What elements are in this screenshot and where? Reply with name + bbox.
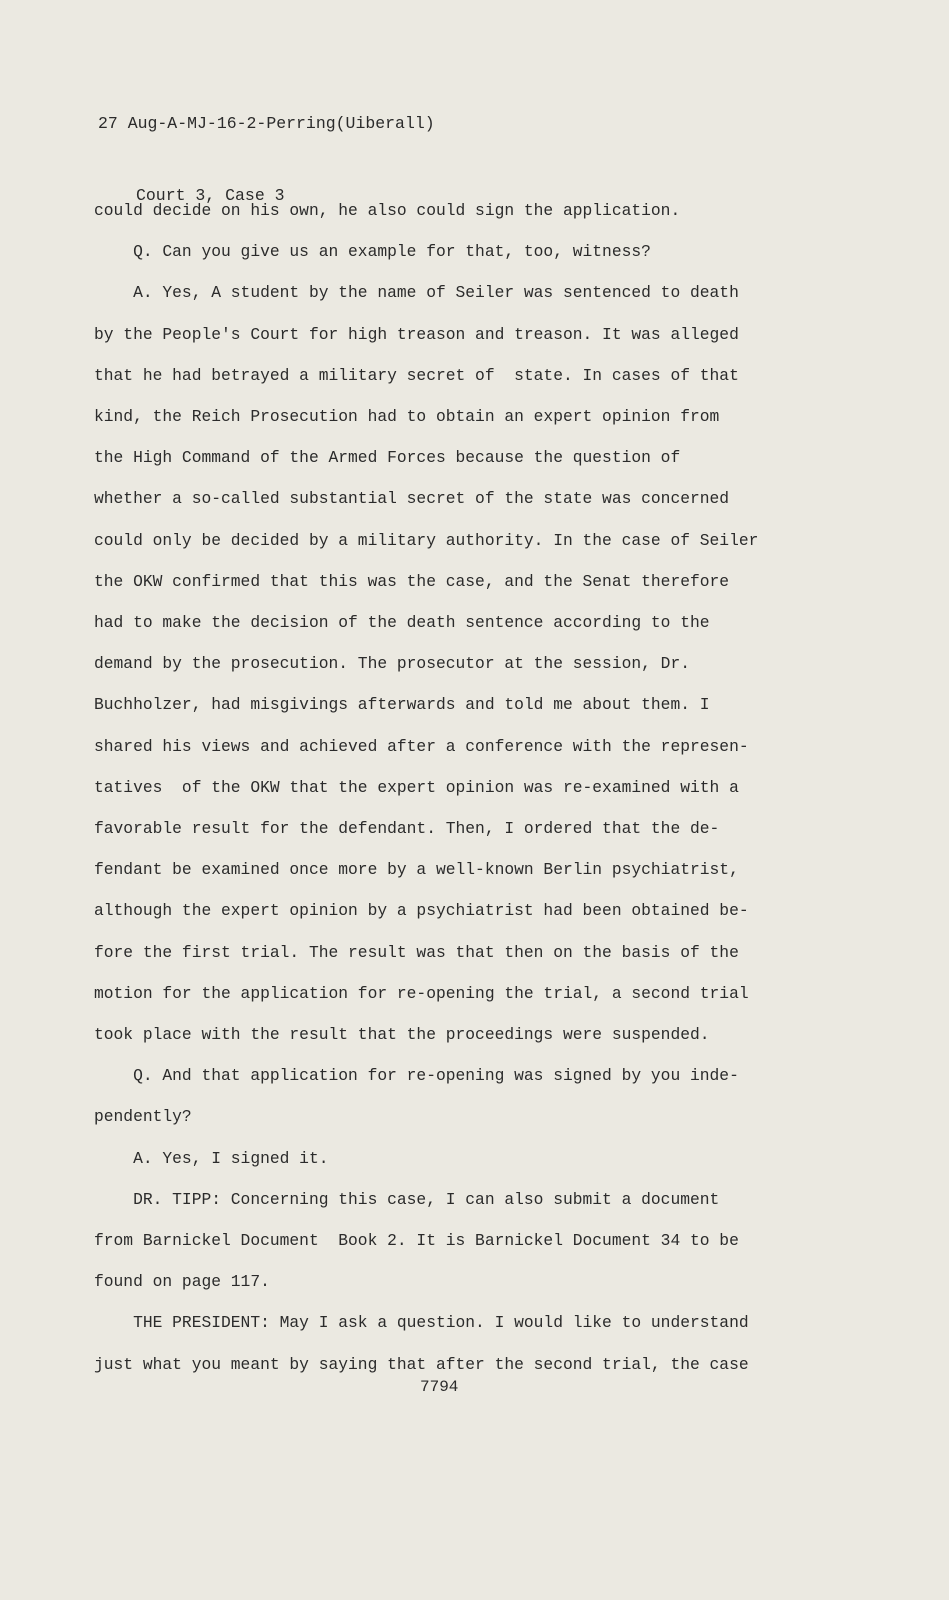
transcript-line: that he had betrayed a military secret of state. In cases of that (94, 365, 739, 385)
transcript-line: Q. Can you give us an example for that, too, witness? (94, 242, 651, 262)
transcript-line: could decide on his own, he also could sign the application. (94, 201, 681, 220)
transcript-line: A. Yes, I signed it. (94, 1148, 329, 1168)
transcript-line: took place with the result that the proceedings were suspended. (94, 1025, 710, 1045)
transcript-line: fendant be examined once more by a well-known Berlin psychiatrist, (94, 860, 739, 880)
transcript-line: A. Yes, A student by the name of Seiler was sentenced to death (94, 283, 739, 303)
header-court: Court 3, Case 3 (136, 186, 285, 205)
transcript-line: from Barnickel Document Book 2. It is Barnickel Document 34 to be (94, 1231, 739, 1251)
transcript-line: fore the first trial. The result was that then on the basis of the (94, 942, 739, 962)
transcript-line: favorable result for the defendant. Then, I ordered that the de- (94, 819, 720, 839)
transcript-line: the OKW confirmed that this was the case, and the Senat therefore (94, 571, 730, 591)
transcript-line: could only be decided by a military authority. In the case of Seiler (94, 530, 759, 550)
transcript-line: shared his views and achieved after a conference with the represen- (94, 736, 749, 756)
transcript-line: pendently? (94, 1107, 192, 1127)
transcript-line: demand by the prosecution. The prosecutor at the session, Dr. (94, 654, 690, 674)
transcript-line: kind, the Reich Prosecution had to obtain an expert opinion from (94, 407, 720, 427)
transcript-line: tatives of the OKW that the expert opinion was re-examined with a (94, 777, 739, 797)
transcript-line: found on page 117. (94, 1272, 270, 1292)
transcript-line: had to make the decision of the death sentence according to the (94, 613, 710, 633)
transcript-line: although the expert opinion by a psychiatrist had been obtained be- (94, 901, 749, 921)
transcript-line: just what you meant by saying that after the second trial, the case (94, 1354, 749, 1374)
page-number: 7794 (420, 1378, 459, 1396)
transcript-line: Q. And that application for re-opening was signed by you inde- (94, 1066, 739, 1086)
transcript-line: THE PRESIDENT: May I ask a question. I would like to understand (94, 1313, 749, 1333)
transcript-body (94, 190, 814, 1385)
header-reference: 27 Aug-A-MJ-16-2-Perring(Uiberall) (98, 114, 435, 133)
transcript-line: Buchholzer, had misgivings afterwards and told me about them. I (94, 695, 710, 715)
transcript-line: DR. TIPP: Concerning this case, I can also submit a document (94, 1189, 720, 1209)
transcript-line: the High Command of the Armed Forces because the question of (94, 448, 681, 468)
transcript-line: motion for the application for re-opening the trial, a second trial (94, 983, 749, 1003)
transcript-line: whether a so-called substantial secret of the state was concerned (94, 489, 730, 509)
transcript-line: by the People's Court for high treason and treason. It was alleged (94, 324, 739, 344)
